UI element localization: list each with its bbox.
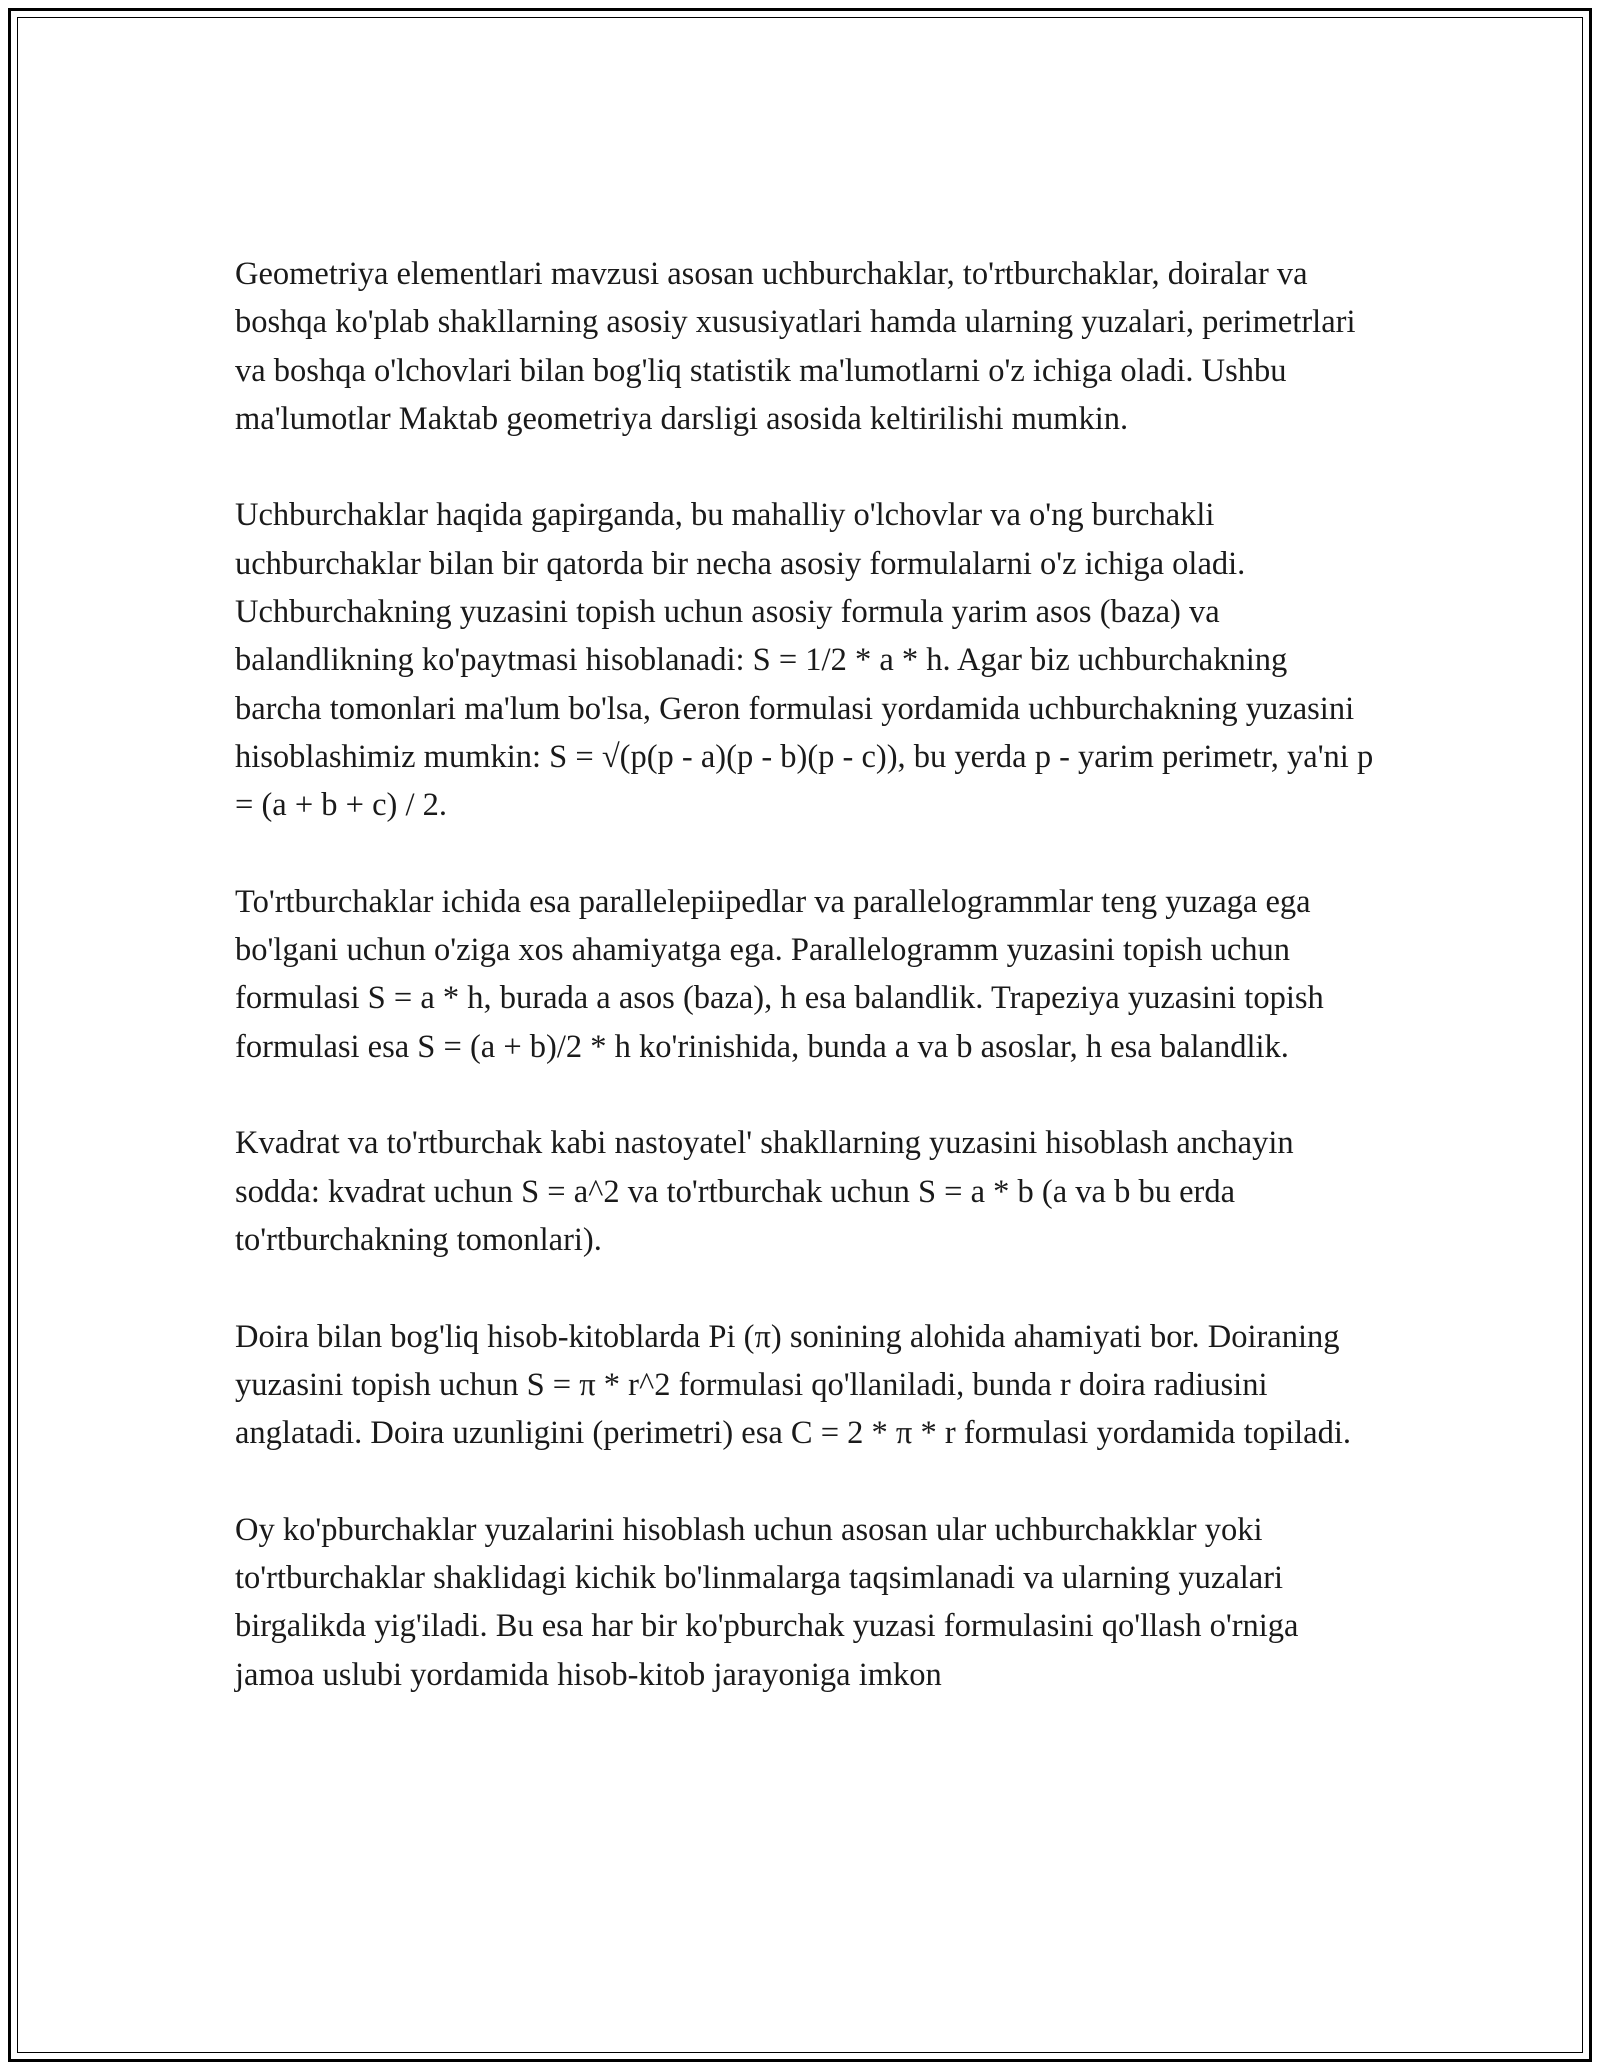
paragraph-quadrilaterals: To'rtburchaklar ichida esa parallelepiipedlar va parallelogrammlar teng yuzaga ega bo'lgani uchun o'ziga xos ahamiyatga ega. Parallelogramm yuzasini topish uchun formulasi S = a * h, burada a asos (baza), h esa balandlik. Trapeziya yuzasini topish formulasi esa S = (a + b)/2 * h ko'rinishida, bunda a va b asoslar, h esa balandlik. bbox=[235, 883, 1324, 1065]
paragraph-square-rectangle: Kvadrat va to'rtburchak kabi nastoyatel' shakllarning yuzasini hisoblash anchayin sodda: kvadrat uchun S = a^2 va to'rtburchak uchun S = a * b (a va b bu erda to'rtburchakning tomonlari). bbox=[235, 1125, 1294, 1258]
document-body bbox=[235, 250, 1375, 1747]
paragraph-polygons: Oy ko'pburchaklar yuzalarini hisoblash uchun asosan ular uchburchakklar yoki to'rtburchaklar shaklidagi kichik bo'linmalarga taqsimlanadi va ularning yuzalari birgalikda yig'iladi. Bu esa har bir ko'pburchak yuzasi formulasini qo'llash o'rniga jamoa uslubi yordamida hisob-kitob jarayoniga imkon bbox=[235, 1511, 1299, 1693]
paragraph-triangles: Uchburchaklar haqida gapirganda, bu mahalliy o'lchovlar va o'ng burchakli uchburchaklar bilan bir qatorda bir necha asosiy formulalarni o'z ichiga oladi. Uchburchakning yuzasini topish uchun asosiy formula yarim asos (baza) va balandlikning ko'paytmasi hisoblanadi: S = 1/2 * a * h. Agar biz uchburchakning barcha tomonlari ma'lum bo'lsa, Geron formulasi yordamida uchburchakning yuzasini hisoblashimiz mumkin: S = √(p(p - a)(p - b)(p - c)), bu yerda p - yarim perimetr, ya'ni p = (a + b + c) / 2. bbox=[235, 497, 1374, 824]
paragraph-circle: Doira bilan bog'liq hisob-kitoblarda Pi (π) sonining alohida ahamiyati bor. Doiraning yuzasini topish uchun S = π * r^2 formulasi qo'llaniladi, bunda r doira radiusini anglatadi. Doira uzunligini (perimetri) esa C = 2 * π * r formulasi yordamida topiladi. bbox=[235, 1318, 1351, 1452]
paragraph-intro: Geometriya elementlari mavzusi asosan uchburchaklar, to'rtburchaklar, doiralar va boshqa ko'plab shakllarning asosiy xususiyatlari hamda ularning yuzalari, perimetrlari va boshqa o'lchovlari bilan bog'liq statistik ma'lumotlarni o'z ichiga oladi. Ushbu ma'lumotlar Maktab geometriya darsligi asosida keltirilishi mumkin. bbox=[235, 256, 1356, 437]
